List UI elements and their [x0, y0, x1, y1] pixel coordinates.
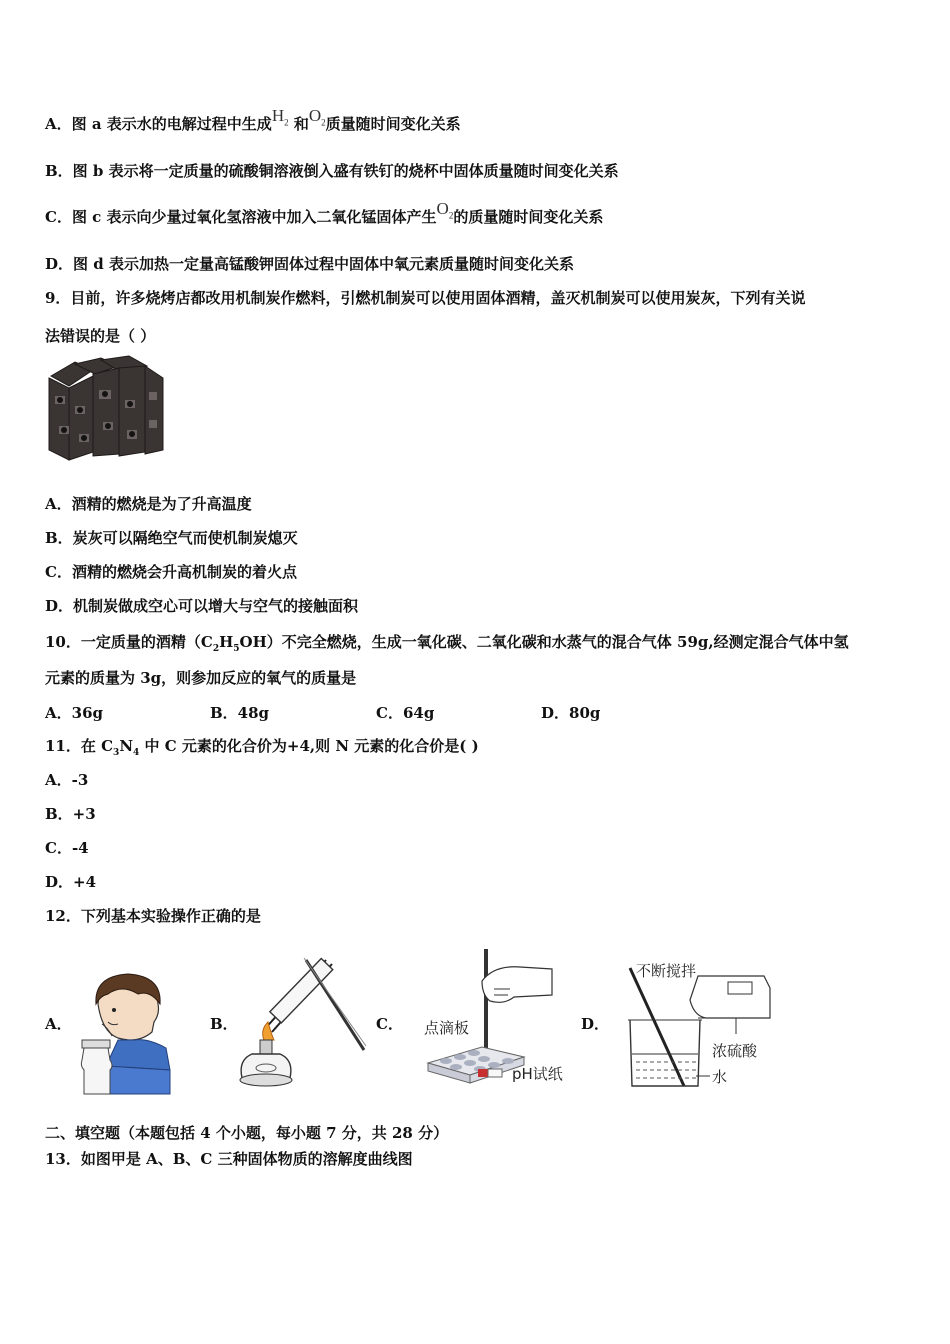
q9-option-d: D．机制炭做成空心可以增大与空气的接触面积 [45, 597, 359, 615]
q11-option-d: D．+4 [45, 873, 97, 891]
q10-option-b: B．48g [210, 704, 270, 722]
h2-formula: $H_2$ [271, 106, 289, 128]
q8-option-c-tail: 的质量随时间变化关系 [453, 208, 604, 226]
q10-stem-line1: 10．一定质量的酒精$(C_2H_5OH)$不完全燃烧，生成一氧化碳、二氧化碳和水蒸气的混合气体 59g,经测定混合气体中氢 [45, 633, 849, 654]
q9-option-b: B．炭灰可以隔绝空气而使机制炭熄灭 [45, 529, 298, 547]
ph-test-figure [424, 945, 563, 1093]
spot-plate-label: 点滴板 [424, 1019, 470, 1037]
section-title: 二、填空题（本题包括 4 个小题，每小题 7 分，共 28 分） [45, 1124, 449, 1142]
q12-option-b-label: B． [210, 1015, 238, 1033]
q11-option-b: B．+3 [45, 805, 96, 823]
q9-option-c: C．酒精的燃烧会升高机制炭的着火点 [45, 563, 297, 581]
o2-formula: $O_2$ [436, 199, 454, 221]
q9-stem-line1: 9．目前，许多烧烤店都改用机制炭作燃料，引燃机制炭可以使用固体酒精，盖灭机制炭可以使用炭灰，下列有关说 [45, 289, 806, 307]
ph-paper-label: pH试纸 [512, 1065, 563, 1083]
q8-option-c-text: C．图 c 表示向少量过氧化氢溶液中加入二氧化锰固体产生 [45, 208, 437, 226]
q12-option-c-label: C． [376, 1015, 403, 1033]
q10-option-a: A．36g [45, 704, 104, 722]
q8-option-a-and: 和 [288, 115, 309, 133]
acid-label: 浓硫酸 [712, 1042, 758, 1060]
q9-option-a: A．酒精的燃烧是为了升高温度 [45, 495, 252, 513]
smelling-gas-figure [78, 974, 174, 1096]
q10-option-c: C．64g [376, 704, 435, 722]
q10-stem-line2: 元素的质量为 3g，则参加反应的氧气的质量是 [45, 669, 357, 687]
q8-option-c [45, 199, 604, 233]
charcoal-image [45, 356, 167, 468]
q12-option-d-label: D． [581, 1015, 610, 1033]
q13-stem: 13．如图甲是 A、B、C 三种固体物质的溶解度曲线图 [45, 1150, 413, 1168]
q8-option-a-text: A．图 a 表示水的电解过程中生成 [45, 115, 272, 133]
q10-option-d: D．80g [541, 704, 601, 722]
heating-test-tube-figure [234, 950, 374, 1092]
stir-label: 不断搅拌 [636, 962, 697, 980]
water-label: 水 [712, 1068, 728, 1086]
q8-option-d: D．图 d 表示加热一定量高锰酸钾固体过程中固体中氧元素质量随时间变化关系 [45, 255, 574, 273]
q11-option-c: C．-4 [45, 839, 89, 857]
dilute-acid-figure [618, 956, 786, 1092]
q8-option-a [45, 106, 461, 140]
q8-option-a-tail: 质量随时间变化关系 [325, 115, 461, 133]
q8-option-b: B．图 b 表示将一定质量的硫酸铜溶液倒入盛有铁钉的烧杯中固体质量随时间变化关系 [45, 162, 619, 180]
q9-stem-line2: 法错误的是（ ） [45, 327, 156, 345]
q11-option-a: A．-3 [45, 771, 89, 789]
o2-formula: $O_2$ [308, 106, 326, 128]
q12-option-a-label: A． [45, 1015, 72, 1033]
q12-stem: 12．下列基本实验操作正确的是 [45, 907, 261, 925]
q11-stem: 11．在 $C_3N_4$ 中 C 元素的化合价为+4,则 N 元素的化合价是( ) [45, 737, 479, 758]
